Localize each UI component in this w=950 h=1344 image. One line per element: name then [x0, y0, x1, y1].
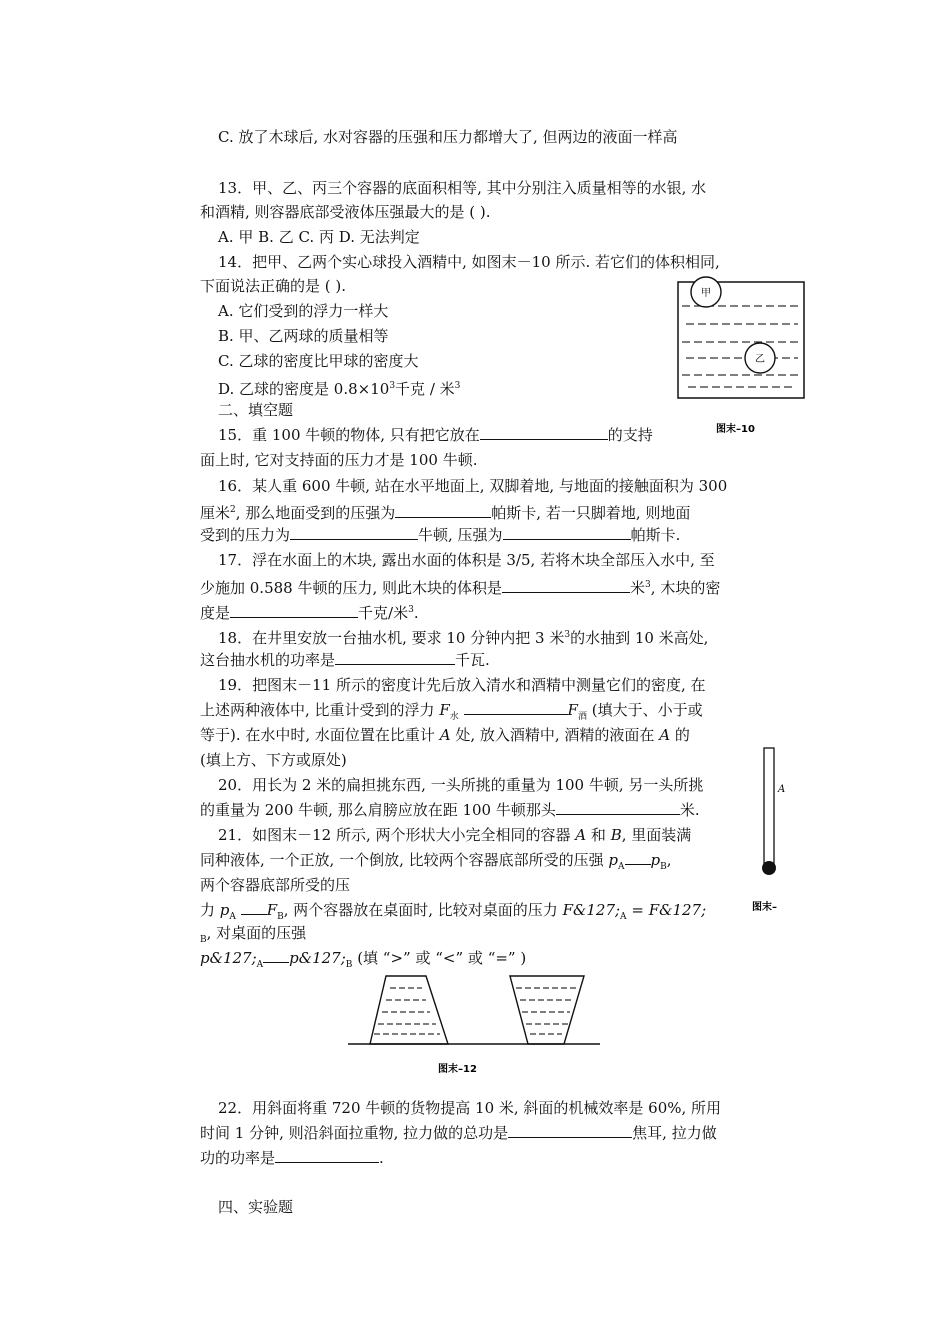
- fig12-caption: 图末–12: [438, 1064, 477, 1075]
- q19-line3: 等于). 在水中时, 水面位置在比重计 A 处, 放入酒精中, 酒精的液面在 A 的: [200, 726, 690, 744]
- q16-line2: 厘米$^2$, 那么地面受到的压强为 帕斯卡, 若一只脚着地, 则地面: [200, 504, 691, 522]
- q16-blank-pressure: [395, 502, 491, 518]
- q16-blank-force: [290, 524, 418, 540]
- q14-option-c: C. 乙球的密度比甲球的密度大: [218, 352, 419, 370]
- fig10-ball-jia-label: 甲: [701, 288, 711, 299]
- figure-12: [346, 970, 602, 1080]
- q16-line1: 16．某人重 600 牛顿, 站在水平地面上, 双脚着地, 与地面的接触面积为 300: [218, 477, 728, 495]
- fig10-ball-yi: [745, 343, 775, 373]
- fig12-container-b: [510, 976, 584, 1044]
- fig11-bulb: [762, 861, 776, 875]
- q17-line3: 度是 千克/米$^3$.: [200, 604, 419, 622]
- q21-blank-pressure: [625, 849, 651, 865]
- q17-line2: 少施加 0.588 牛顿的压力, 则此木块的体积是 米$^3$, 木块的密: [200, 579, 721, 597]
- q22-blank-power: [275, 1147, 379, 1163]
- fig11-caption: 图末–: [752, 902, 777, 913]
- q19-line1: 19．把图末－11 所示的密度计先后放入清水和酒精中测量它们的密度, 在: [218, 676, 706, 694]
- section-fill-blank-heading: 二、填空题: [218, 401, 294, 419]
- q19-line2: 上述两种液体中, 比重计受到的浮力 $F_水$ $F_酒$ (填大于、小于或: [200, 701, 703, 722]
- fig12-container-a: [370, 976, 448, 1044]
- q14-line1: 14．把甲、乙两个实心球投入酒精中, 如图末－10 所示. 若它们的体积相同,: [218, 253, 720, 271]
- q21-line2: 同种液体, 一个正放, 一个倒放, 比较两个容器底部所受的压强 $p_A$ $p_B$,: [200, 851, 672, 872]
- q19-line4: (填上方、下方或原处): [200, 751, 347, 769]
- q21-line3: 两个容器底部所受的压: [200, 876, 351, 894]
- q17-blank-volume: [502, 577, 630, 593]
- q22-line1: 22．用斜面将重 720 牛顿的货物提高 10 米, 斜面的机械效率是 60%, 所用: [218, 1099, 722, 1117]
- figure-10: [676, 272, 812, 438]
- fig11-tube: [764, 748, 774, 864]
- q13-line2: 和酒精, 则容器底部受液体压强最大的是 ( ).: [200, 203, 491, 221]
- section-experiment-heading: 四、实验题: [218, 1198, 294, 1216]
- q17-line1: 17．浮在水面上的木块, 露出水面的体积是 3/5, 若将木块全部压入水中, 至: [218, 551, 715, 569]
- q21-line6: $p\&127;_A$ $p\&127;_B$ (填 “>” 或 “<” 或 “=” ): [200, 949, 527, 970]
- fig10-caption: 图末–10: [716, 424, 755, 435]
- q21-line1: 21．如图末－12 所示, 两个形状大小完全相同的容器 A 和 B, 里面装满: [218, 826, 692, 844]
- q18-line1: 18．在井里安放一台抽水机, 要求 10 分钟内把 3 米$^3$的水抽到 10 米高处,: [218, 629, 709, 647]
- fig10-ball-yi-label: 乙: [755, 354, 765, 365]
- figure-11: [748, 744, 800, 920]
- fig11-label-a: A: [778, 784, 786, 795]
- q20-blank: [556, 799, 680, 815]
- q16-blank-pressure2: [503, 524, 631, 540]
- q15-line2: 面上时, 它对支持面的压力才是 100 牛顿.: [200, 451, 478, 469]
- q19-blank: [464, 699, 568, 715]
- fig10-ball-jia: [691, 277, 721, 307]
- q14-option-d: D. 乙球的密度是 $0.8\times 10^3$千克 / 米$^3$: [218, 380, 461, 398]
- q21-line4: 力 $p_A$ $F_B$, 两个容器放在桌面时, 比较对桌面的压力 $F\&127;_A$ = F&127;: [200, 901, 707, 922]
- q12-option-c: C. 放了木球后, 水对容器的压强和压力都增大了, 但两边的液面一样高: [218, 128, 678, 146]
- q14-option-b: B. 甲、乙两球的质量相等: [218, 327, 389, 345]
- q21-blank-table-pressure: [263, 947, 289, 963]
- q20-line1: 20．用长为 2 米的扁担挑东西, 一头所挑的重量为 100 牛顿, 另一头所挑: [218, 776, 704, 794]
- q22-blank-work: [508, 1122, 632, 1138]
- q14-option-a: A. 它们受到的浮力一样大: [218, 302, 389, 320]
- q14-line2: 下面说法正确的是 ( ).: [200, 277, 347, 295]
- q20-line2: 的重量为 200 牛顿, 那么肩膀应放在距 100 牛顿那头 米.: [200, 801, 700, 819]
- q17-blank-density: [230, 602, 358, 618]
- q22-line3: 功的功率是 .: [200, 1149, 384, 1167]
- q15-line1: 15．重 100 牛顿的物体, 只有把它放在 的支持: [218, 426, 653, 444]
- q22-line2: 时间 1 分钟, 则沿斜面拉重物, 拉力做的总功是 焦耳, 拉力做: [200, 1124, 717, 1142]
- q15-blank: [480, 424, 608, 440]
- fig10-liquid-lines: [682, 306, 802, 387]
- q21-line5: $_B$, 对桌面的压强: [200, 924, 307, 945]
- q18-line2: 这台抽水机的功率是 千瓦.: [200, 651, 490, 669]
- q18-blank: [335, 649, 455, 665]
- q13-options: A. 甲 B. 乙 C. 丙 D. 无法判定: [218, 228, 420, 246]
- q16-line3: 受到的压力为 牛顿, 压强为 帕斯卡.: [200, 526, 681, 544]
- q13-line1: 13．甲、乙、丙三个容器的底面积相等, 其中分别注入质量相等的水银, 水: [218, 179, 707, 197]
- q21-blank-force: [241, 899, 267, 915]
